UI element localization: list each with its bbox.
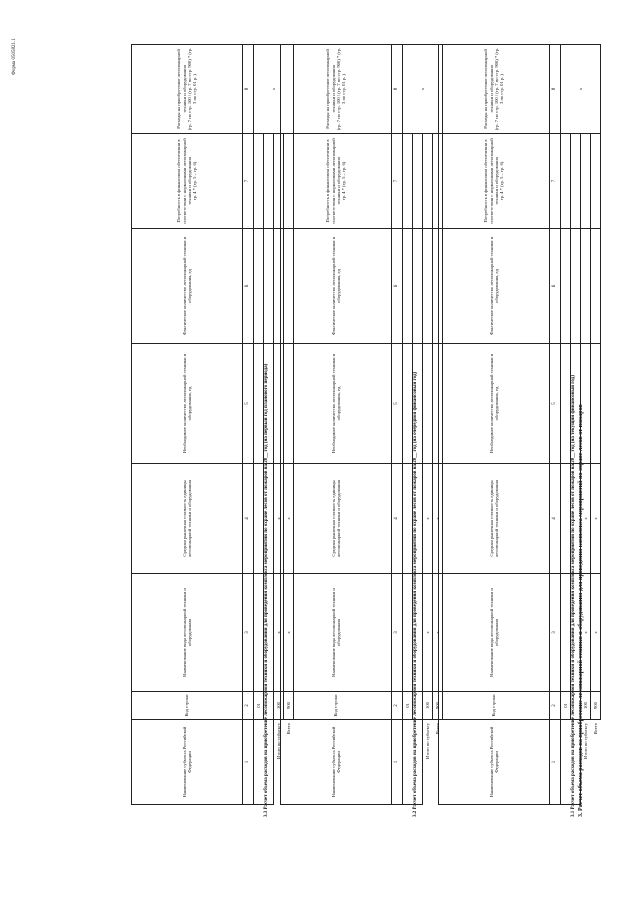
colnum: 3 [550,574,561,692]
code-900: 900 [284,692,294,720]
cell-x: x [403,45,443,134]
hdr-fact-qty: Фактическое количество лесопожарной техники и оборудования, ед [281,229,392,344]
code-900: 900 [591,692,601,720]
total-all-label: Всего [592,723,598,735]
total-all-label: Всего [434,723,440,735]
hdr-code: Код строки [281,692,392,720]
section-3-1-title: 3.1 Расчет объема расходов на приобретение лесопожарной техники и оборудования для проведения комплекса мероприятий по охране лесов от пожаров на 20__ год (на текущий финансовый год) [571,375,576,817]
hdr-need-fin: Потребность в финансовом обеспечении в соответствии с нормативами лесопожарной техники и оборудования гр. 4 * (гр. 5 – гр. 6) [281,134,392,229]
colnum: 1 [550,720,561,805]
colnum: 5 [550,344,561,464]
total-subject-label: Итого по субъекту [276,723,282,759]
hdr-avg-cost: Средняя рыночная стоимость единицы лесопожарной техники и оборудования [281,464,392,574]
section-3-3-title: 3.3 Расчет объема расходов на приобретение лесопожарной техники и оборудования для проведения комплекса мероприятий по охране лесов от пожаров на 20__ год (на первый год планового периода) [264,363,269,817]
total-subject-label: Итого по субъекту [425,723,431,759]
cell-code: 01 [403,692,413,720]
hdr-need-fin: Потребность в финансовом обеспечении в соответствии с нормативами лесопожарной техники и оборудования гр. 4 * (гр. 5 – гр. 6) [439,134,550,229]
code-100: 100 [423,692,433,720]
total-all-label: Всего [285,723,291,735]
cell-code: 01 [254,692,264,720]
table-3-2: Наименование субъекта Российской Федерации Код строки Наименование вида лесопожарной техники и оборудования Средняя рыночная стоимость единицы лесопожарной техники и оборудования Необходимое количество лесопожарной техники и оборудования, ед Фактическое количество лесопожарной техники и оборудования, ед Потребность в финансовом обеспечении в соответствии с нормативами лесопожарной техники и оборудования гр. 4 * (гр. 5 – гр. 6) Расходы на приобретение лесопожарной техники и оборудования (гр. 7 по стр. 100 / (гр. 7 по стр. 900) * (гр. 3 по стр. 01 р. ) 1 2 3 4 5 6 7 8 01 x Итого по субъекту 100 x x Всего 900 x x [280,44,443,805]
hdr-equip: Наименование вида лесопожарной техники и оборудования [132,574,243,692]
hdr-equip: Наименование вида лесопожарной техники и оборудования [281,574,392,692]
hdr-avg-cost: Средняя рыночная стоимость единицы лесопожарной техники и оборудования [439,464,550,574]
hdr-fact-qty: Фактическое количество лесопожарной техники и оборудования, ед [132,229,243,344]
colnum: 2 [550,692,561,720]
code-900: 900 [433,692,443,720]
colnum: 8 [550,45,561,134]
cell-x: x [254,45,294,134]
hdr-need-qty: Необходимое количество лесопожарной техники и оборудования, ед [439,344,550,464]
hdr-fact-qty: Фактическое количество лесопожарной техники и оборудования, ед [439,229,550,344]
cell-x: x [561,45,601,134]
hdr-need-qty: Необходимое количество лесопожарной техники и оборудования, ед [281,344,392,464]
hdr-avg-cost: Средняя рыночная стоимость единицы лесопожарной техники и оборудования [132,464,243,574]
form-label: Форма 0505821.1 [12,38,17,75]
hdr-expense: Расходы на приобретение лесопожарной техники и оборудования (гр. 7 по стр. 100 / (гр. 7 по стр. 900) * (гр. 3 по стр. 01 р. ) [439,45,550,134]
hdr-need-qty: Необходимое количество лесопожарной техники и оборудования, ед [132,344,243,464]
cell-subject [254,720,274,805]
hdr-expense: Расходы на приобретение лесопожарной техники и оборудования (гр. 7 по стр. 100 / (гр. 7 по стр. 900) * (гр. 3 по стр. 01 р. ) [132,45,243,134]
colnum: 4 [550,464,561,574]
cell-code: 01 [561,692,571,720]
cell-subject [403,720,423,805]
code-100: 100 [274,692,284,720]
table-3-3: Наименование субъекта Российской Федерации Код строки Наименование вида лесопожарной техники и оборудования Средняя рыночная стоимость единицы лесопожарной техники и оборудования Необходимое количество лесопожарной техники и оборудования, ед Фактическое количество лесопожарной техники и оборудования, ед Потребность в финансовом обеспечении в соответствии с нормативами лесопожарной техники и оборудования гр. 4 * (гр. 5 – гр. 6) Расходы на приобретение лесопожарной техники и оборудования (гр. 7 по стр. 100 / (гр. 7 по стр. 900) * (гр. 3 по стр. 01 р. ) 1 2 3 4 5 6 7 8 01 x Итого по субъекту 100 x x Всего 900 x x [131,44,294,805]
code-100: 100 [581,692,591,720]
total-subject-label: Итого по субъекту [583,723,589,759]
hdr-code: Код строки [132,692,243,720]
section-3-2-title: 3.2 Расчет объема расходов на приобретение лесопожарной техники и оборудования для проведения комплекса мероприятий по охране лесов от пожаров на 20__ год (на очередной финансовый год) [413,371,418,817]
hdr-need-fin: Потребность в финансовом обеспечении в соответствии с нормативами лесопожарной техники и оборудования гр. 4 * (гр. 5 – гр. 6) [132,134,243,229]
hdr-subject: Наименование субъекта Российской Федерации [281,720,392,805]
cell-subject [561,720,581,805]
hdr-expense: Расходы на приобретение лесопожарной техники и оборудования (гр. 7 по стр. 100 / (гр. 7 по стр. 900) * (гр. 3 по стр. 01 р. ) [281,45,392,134]
hdr-code: Код строки [439,692,550,720]
table-3-1: Наименование субъекта Российской Федерации Код строки Наименование вида лесопожарной техники и оборудования Средняя рыночная стоимость единицы лесопожарной техники и оборудования Необходимое количество лесопожарной техники и оборудования, ед Фактическое количество лесопожарной техники и оборудования, ед Потребность в финансовом обеспечении в соответствии с нормативами лесопожарной техники и оборудования гр. 4 * (гр. 5 – гр. 6) Расходы на приобретение лесопожарной техники и оборудования (гр. 7 по стр. 100 / (гр. 7 по стр. 900) * (гр. 3 по стр. 01 р. ) 1 2 3 4 5 6 7 8 01 x Итого по субъекту 100 x x Всего 900 x x [438,44,601,805]
section-heading: 3. Расчет объема расходов на приобретение лесопожарной техники и оборудования для проведения комплекса мероприятий по охране лесов от пожаров [578,404,584,817]
colnum: 6 [550,229,561,344]
hdr-equip: Наименование вида лесопожарной техники и оборудования [439,574,550,692]
hdr-subject: Наименование субъекта Российской Федерации [132,720,243,805]
hdr-subject: Наименование субъекта Российской Федерации [439,720,550,805]
colnum: 7 [550,134,561,229]
